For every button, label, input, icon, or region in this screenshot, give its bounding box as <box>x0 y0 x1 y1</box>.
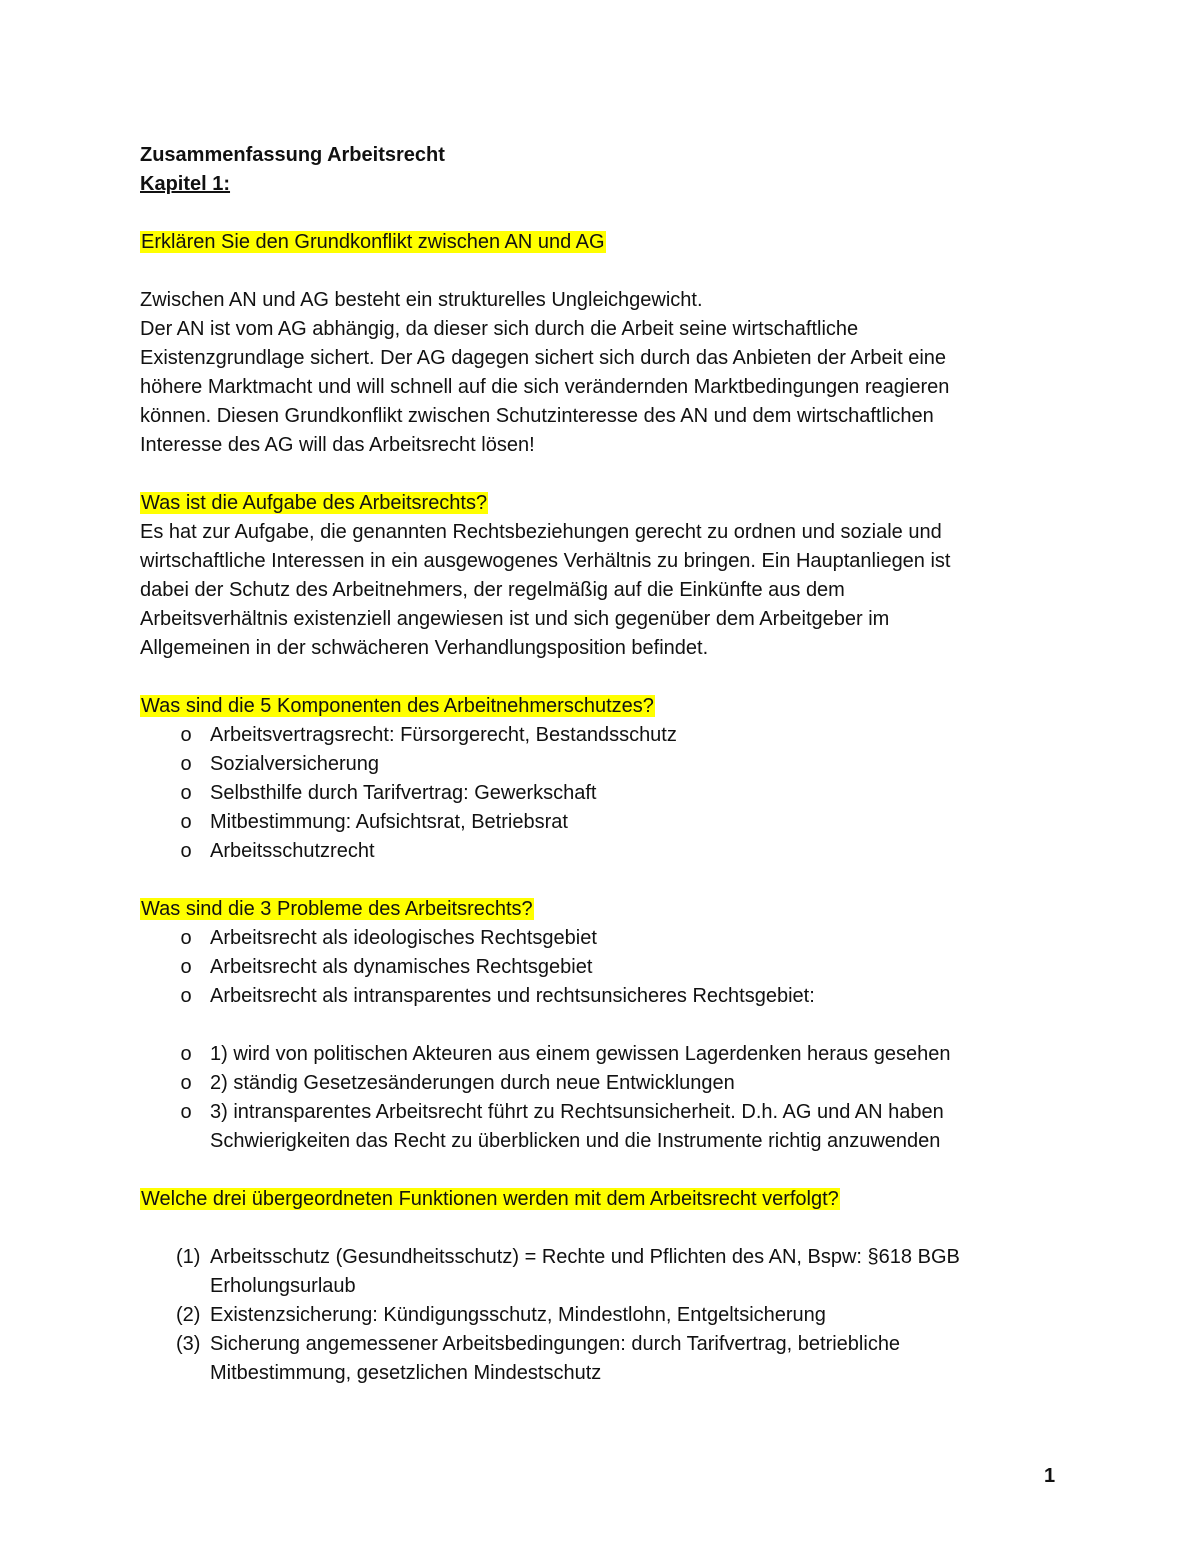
section-heading <box>140 895 1040 924</box>
paragraph-line: höhere Marktmacht und will schnell auf die sich verändernden Marktbedingungen reagieren <box>140 376 950 398</box>
list-item-text: 2) ständig Gesetzesänderungen durch neue Entwicklungen <box>210 1072 735 1094</box>
document-content <box>140 141 1040 1388</box>
bullet-marker: o <box>180 956 192 978</box>
page-number: 1 <box>1044 1465 1056 1487</box>
numbered-item <box>140 1330 1040 1388</box>
paragraph-line: Es hat zur Aufgabe, die genannten Rechtsbeziehungen gerecht zu ordnen und soziale und <box>140 521 942 543</box>
paragraph-line: können. Diesen Grundkonflikt zwischen Schutzinteresse des AN und dem wirtschaftlichen <box>140 405 934 427</box>
list-item <box>140 779 1040 808</box>
bullet-marker: o <box>180 811 192 833</box>
spacer <box>140 257 1040 286</box>
section-heading <box>140 489 1040 518</box>
list-item-text: Arbeitsvertragsrecht: Fürsorgerecht, Bestandsschutz <box>210 724 677 746</box>
highlighted-question: Was sind die 3 Probleme des Arbeitsrechts? <box>141 898 533 920</box>
list-item-text: Selbsthilfe durch Tarifvertrag: Gewerkschaft <box>210 782 597 804</box>
bullet-list <box>140 721 1040 866</box>
document-title: Zusammenfassung Arbeitsrecht <box>140 144 445 166</box>
section-paragraph <box>140 518 1040 663</box>
spacer <box>140 663 1040 692</box>
list-item <box>140 837 1040 866</box>
spacer <box>140 1214 1040 1243</box>
list-item <box>140 1098 1040 1156</box>
chapter-heading: Kapitel 1: <box>140 173 231 195</box>
spacer <box>140 1156 1040 1185</box>
numbered-item-text: Sicherung angemessener Arbeitsbedingungen: durch Tarifvertrag, betriebliche Mitbestimmung, gesetzlichen Mindestschutz <box>210 1333 901 1384</box>
list-item-text: Arbeitsrecht als ideologisches Rechtsgebiet <box>210 927 597 949</box>
numbered-item <box>140 1301 1040 1330</box>
paragraph-line: dabei der Schutz des Arbeitnehmers, der regelmäßig auf die Einkünfte aus dem <box>140 579 845 601</box>
bullet-list <box>140 924 1040 1011</box>
bullet-list <box>140 1040 1040 1156</box>
paragraph-line: Existenzgrundlage sichert. Der AG dagegen sichert sich durch das Anbieten der Arbeit eine <box>140 347 947 369</box>
numbered-list <box>140 1243 1040 1388</box>
paragraph-line: Interesse des AG will das Arbeitsrecht lösen! <box>140 434 535 456</box>
item-number: (1) <box>176 1246 201 1268</box>
list-item <box>140 953 1040 982</box>
list-item-text: 1) wird von politischen Akteuren aus einem gewissen Lagerdenken heraus gesehen <box>210 1043 951 1065</box>
section-paragraph <box>140 286 1040 460</box>
paragraph-line: Der AN ist vom AG abhängig, da dieser sich durch die Arbeit seine wirtschaftliche <box>140 318 859 340</box>
section-heading <box>140 228 1040 257</box>
list-item <box>140 808 1040 837</box>
section-heading <box>140 692 1040 721</box>
list-item-text: Arbeitsrecht als intransparentes und rechtsunsicheres Rechtsgebiet: <box>210 985 815 1007</box>
numbered-item <box>140 1243 1040 1301</box>
bullet-marker: o <box>180 1043 192 1065</box>
bullet-marker: o <box>180 753 192 775</box>
paragraph-line: Zwischen AN und AG besteht ein strukturelles Ungleichgewicht. <box>140 289 703 311</box>
list-item <box>140 750 1040 779</box>
list-item <box>140 924 1040 953</box>
spacer <box>140 1011 1040 1040</box>
section-heading <box>140 1185 1040 1214</box>
bullet-marker: o <box>180 840 192 862</box>
highlighted-question: Erklären Sie den Grundkonflikt zwischen AN und AG <box>141 231 605 253</box>
bullet-marker: o <box>180 782 192 804</box>
list-item-text: Mitbestimmung: Aufsichtsrat, Betriebsrat <box>210 811 568 833</box>
list-item-text: Sozialversicherung <box>210 753 379 775</box>
paragraph-line: Allgemeinen in der schwächeren Verhandlungsposition befindet. <box>140 637 709 659</box>
paragraph-line: Arbeitsverhältnis existenziell angewiesen ist und sich gegenüber dem Arbeitgeber im <box>140 608 890 630</box>
bullet-marker: o <box>180 1072 192 1094</box>
bullet-marker: o <box>180 985 192 1007</box>
numbered-item-text: Arbeitsschutz (Gesundheitsschutz) = Rechte und Pflichten des AN, Bspw: §618 BGB Erholungsurlaub <box>210 1246 960 1297</box>
spacer <box>140 460 1040 489</box>
item-number: (3) <box>176 1333 201 1355</box>
list-item <box>140 721 1040 750</box>
highlighted-question: Was sind die 5 Komponenten des Arbeitnehmerschutzes? <box>141 695 654 717</box>
bullet-marker: o <box>180 1101 192 1123</box>
spacer <box>140 866 1040 895</box>
list-item-text: 3) intransparentes Arbeitsrecht führt zu Rechtsunsicherheit. D.h. AG und AN haben Schwierigkeiten das Recht zu überblicken und die Instrumente richtig anzuwenden <box>210 1101 944 1152</box>
list-item <box>140 1040 1040 1069</box>
list-item <box>140 982 1040 1011</box>
paragraph-line: wirtschaftliche Interessen in ein ausgewogenes Verhältnis zu bringen. Ein Hauptanliegen ist <box>140 550 951 572</box>
highlighted-question: Welche drei übergeordneten Funktionen werden mit dem Arbeitsrecht verfolgt? <box>141 1188 839 1210</box>
item-number: (2) <box>176 1304 201 1326</box>
list-item-text: Arbeitsschutzrecht <box>210 840 375 862</box>
bullet-marker: o <box>180 927 192 949</box>
spacer <box>140 199 1040 228</box>
highlighted-question: Was ist die Aufgabe des Arbeitsrechts? <box>141 492 488 514</box>
numbered-item-text: Existenzsicherung: Kündigungsschutz, Mindestlohn, Entgeltsicherung <box>210 1304 826 1326</box>
list-item <box>140 1069 1040 1098</box>
list-item-text: Arbeitsrecht als dynamisches Rechtsgebiet <box>210 956 593 978</box>
bullet-marker: o <box>180 724 192 746</box>
